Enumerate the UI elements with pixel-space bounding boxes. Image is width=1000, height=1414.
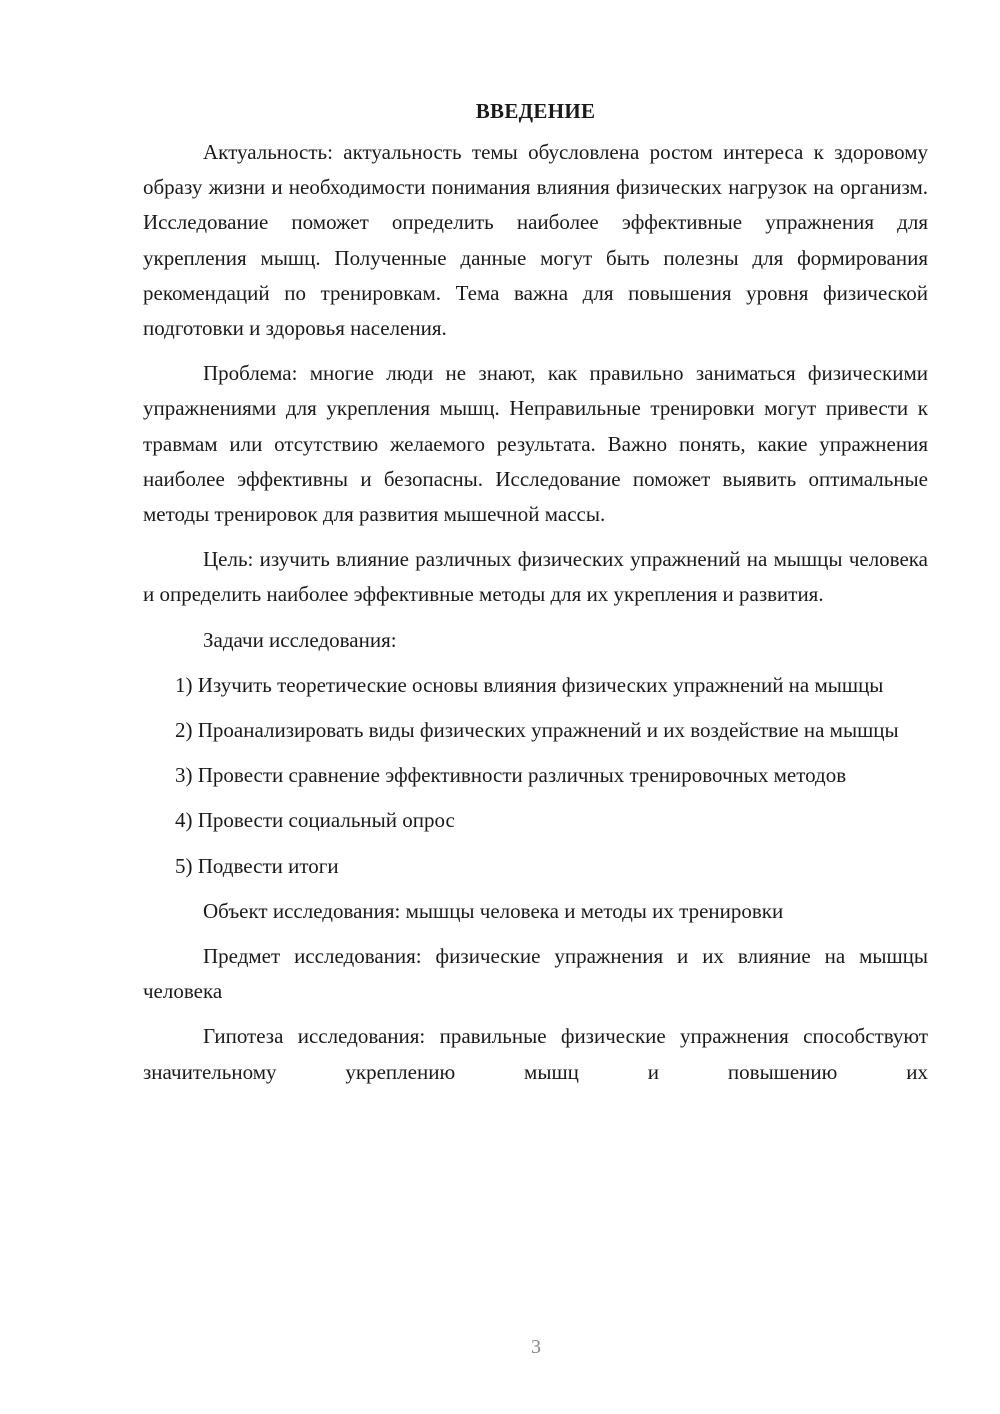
hypothesis-paragraph: Гипотеза исследования: правильные физические упражнения способствуют значительному укреплению мышц и повышению их [143,1024,928,1084]
task-item-2: 2) Проанализировать виды физических упражнений и их воздействие на мышцы [175,718,899,743]
object-paragraph: Объект исследования: мышцы человека и методы их тренировки [203,898,784,923]
problem-paragraph: Проблема: многие люди не знают, как правильно заниматься физическими упражнениями для укрепления мышц. Неправильные тренировки могут привести к травмам или отсутствию желаемого результата. Важно понять, какие упражнения наиболее эффективны и безопасны. Исследование поможет выявить оптимальные методы тренировок для развития мышечной массы. [143,361,928,527]
task-item-5: 5) Подвести итоги [175,853,339,878]
page-title: ВВЕДЕНИЕ [475,99,596,123]
relevance-paragraph: Актуальность: актуальность темы обусловлена ростом интереса к здоровому образу жизни и необходимости понимания влияния физических нагрузок на организм. Исследование поможет определить наиболее эффективные упражнения для укрепления мышц. Полученные данные могут быть полезны для формирования рекомендаций по тренировкам. Тема важна для повышения уровня физической подготовки и здоровья населения. [143,140,928,341]
task-item-4: 4) Провести социальный опрос [175,808,455,833]
task-item-3: 3) Провести сравнение эффективности различных тренировочных методов [175,763,847,788]
subject-paragraph: Предмет исследования: физические упражнения и их влияние на мышцы человека [143,944,928,1004]
tasks-heading: Задачи исследования: [203,627,397,652]
task-item-1: 1) Изучить теоретические основы влияния физических упражнений на мышцы [175,672,884,697]
page-content [143,94,928,1090]
page-number: 3 [531,1336,541,1358]
goal-paragraph: Цель: изучить влияние различных физических упражнений на мышцы человека и определить наиболее эффективные методы для их укрепления и развития. [143,547,928,607]
